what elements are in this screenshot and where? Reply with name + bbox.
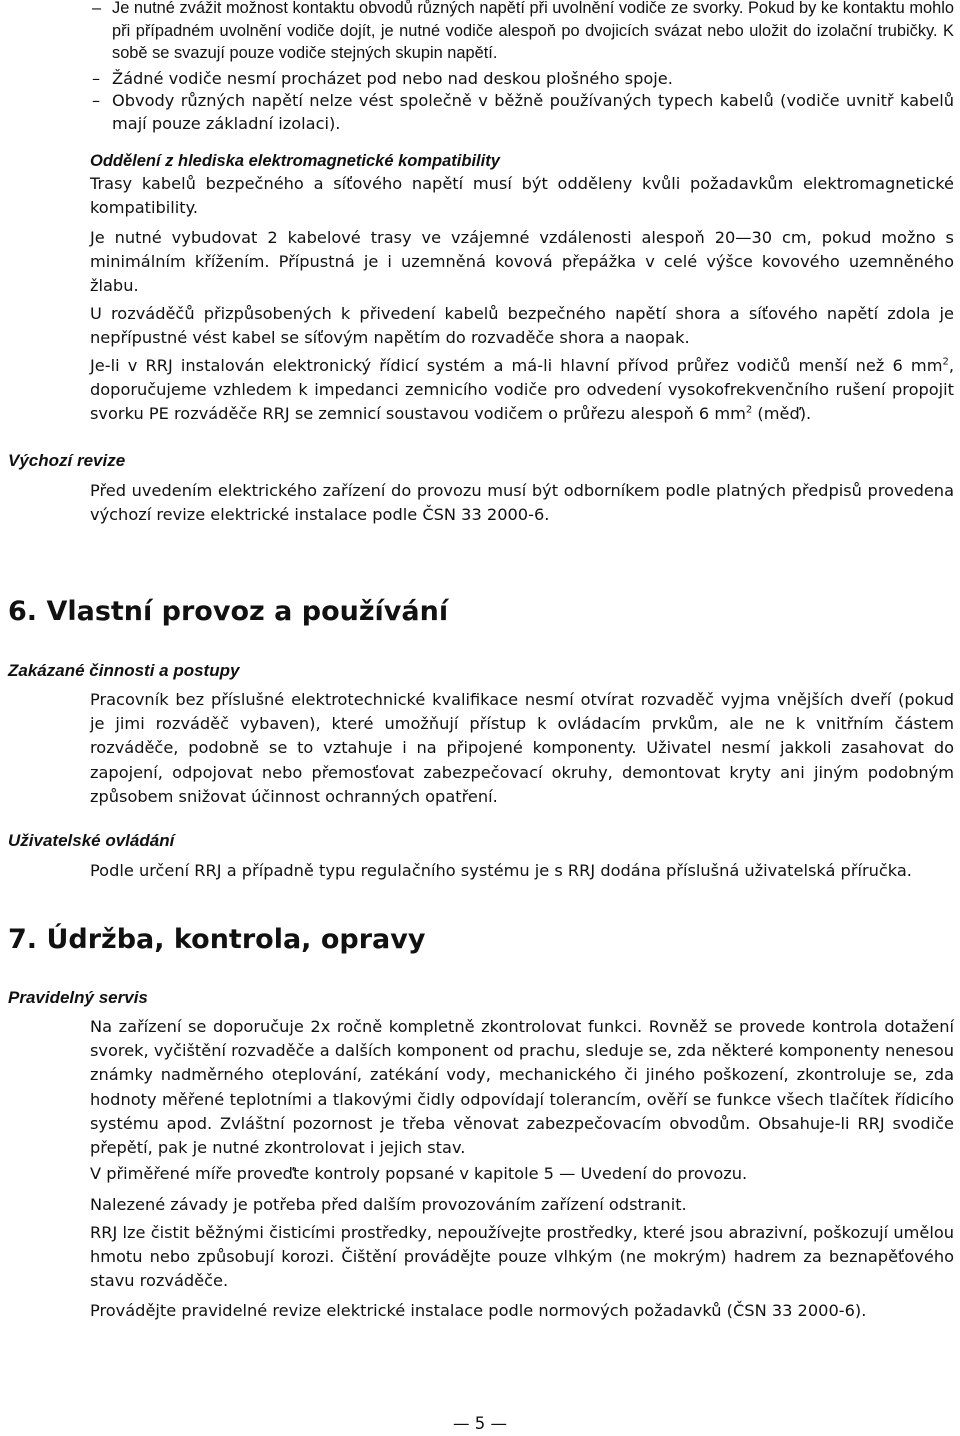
- user-controls-text: Podle určení RRJ a případně typu regulačního systému je s RRJ dodána příslušná uživatelská příručka.: [90, 861, 912, 880]
- page-number: — 5 —: [453, 1414, 507, 1433]
- cable-bullet-list: [90, 0, 954, 135]
- initial-revision-text: Před uvedením elektrického zařízení do provozu musí být odborníkem podle platných předpisů provedena výchozí revize elektrické instalace podle ČSN 33 2000-6.: [90, 481, 954, 525]
- prohibited-text: Pracovník bez příslušné elektrotechnické kvalifikace nesmí otvírat rozvaděč vyjma vnějších dveří (pokud je jimi rozváděč vybaven), které umožňují přístup k ovládacím prvkům, ale ne k vnitřním částem rozváděče, podobně se to vztahuje i na připojené komponenty. Uživatel nesmí jakkoli zasahovat do zapojení, odpojovat nebo přemosťovat zabezpečovací okruhy, demontovat kryty ani jiným podobným způsobem snižovat účinnost ochranných opatření.: [90, 690, 954, 806]
- user-controls-heading: Uživatelské ovládání: [8, 831, 175, 850]
- section-7-title: 7. Údržba, kontrola, opravy: [8, 924, 426, 955]
- emc-heading: Oddělení z hlediska elektromagnetické kompatibility: [90, 152, 500, 170]
- emc-paragraph-2: Je nutné vybudovat 2 kabelové trasy ve vzájemné vzdálenosti alespoň 20—30 cm, pokud možno s minimálním křížením. Přípustná je i uzemněná kovová přepážka v celé výšce kovového uzemněného žlabu.: [90, 228, 954, 296]
- service-paragraph-1: Na zařízení se doporučuje 2x ročně kompletně zkontrolovat funkci. Rovněž se provede kontrola dotažení svorek, vyčištění rozvaděče a dalších komponent od prachu, sleduje se, zda některé komponenty nenesou známky nadměrného oteplování, zatékání vody, mechanického či jiného poškození, zkontroluje se, zda hodnoty měřené teplotními a tlakovými čidly odpovídají tolerancím, ověří se funkce všech tlačítek řídicího systému apod. Zvláštní pozornost je třeba věnovat zabezpečovacím obvodům. Obsahuje-li RRJ svodiče přepětí, pak je nutné zkontrolovat i jejich stav.: [90, 1017, 954, 1158]
- emc-paragraph-1: Trasy kabelů bezpečného a síťového napětí musí být odděleny kvůli požadavkům elektromagnetické kompatibility.: [90, 174, 954, 218]
- service-paragraph-5: Provádějte pravidelné revize elektrické instalace podle normových požadavků (ČSN 33 2000-6).: [90, 1301, 867, 1320]
- service-paragraph-2: V přiměřené míře proveďte kontroly popsané v kapitole 5 — Uvedení do provozu.: [90, 1164, 748, 1183]
- emc-paragraph-4: Je-li v RRJ instalován elektronický řídicí systém a má-li hlavní přívod průřez vodičů menší než 6 $mm^2$, doporučujeme vzhledem k impedanci zemnicího vodiče pro odvedení vysokofrekvenčního rušení propojit svorku PE rozváděče RRJ se zemnicí soustavou vodičem o průřezu alespoň 6 $mm^2$ (měď).: [90, 356, 954, 424]
- section-6-title: 6. Vlastní provoz a používání: [8, 596, 449, 627]
- regular-service-heading: Pravidelný servis: [8, 988, 148, 1007]
- prohibited-heading: Zakázané činnosti a postupy: [8, 661, 240, 680]
- service-paragraph-3: Nalezené závady je potřeba před dalším provozováním zařízení odstranit.: [90, 1195, 687, 1214]
- bullet-item: – Žádné vodiče nesmí procházet pod nebo nad deskou plošného spoje.: [90, 68, 954, 91]
- bullet-item: – Obvody různých napětí nelze vést společně v běžně používaných typech kabelů (vodiče uvnitř kabelů mají pouze základní izolaci).: [90, 90, 954, 135]
- bullet-item: – Je nutné zvážit možnost kontaktu obvodů různých napětí při uvolnění vodiče ze svorky. Pokud by ke kontaktu mohlo při případném uvolnění vodiče dojít, je nutné vodiče alespoň po dvojicích svázat nebo uložit do izolační trubičky. K sobě se svazují pouze vodiče stejných skupin napětí.: [90, 0, 954, 65]
- service-paragraph-4: RRJ lze čistit běžnými čisticími prostředky, nepoužívejte prostředky, které jsou abrazivní, poškozují umělou hmotu nebo způsobují korozi. Čištění provádějte pouze vlhkým (ne mokrým) hadrem za beznapěťového stavu rozváděče.: [90, 1223, 954, 1291]
- initial-revision-heading: Výchozí revize: [8, 451, 126, 470]
- emc-paragraph-3: U rozváděčů přizpůsobených k přivedení kabelů bezpečného napětí shora a síťového napětí zdola je nepřípustné vést kabel se síťovým napětím do rozvaděče shora a naopak.: [90, 304, 954, 348]
